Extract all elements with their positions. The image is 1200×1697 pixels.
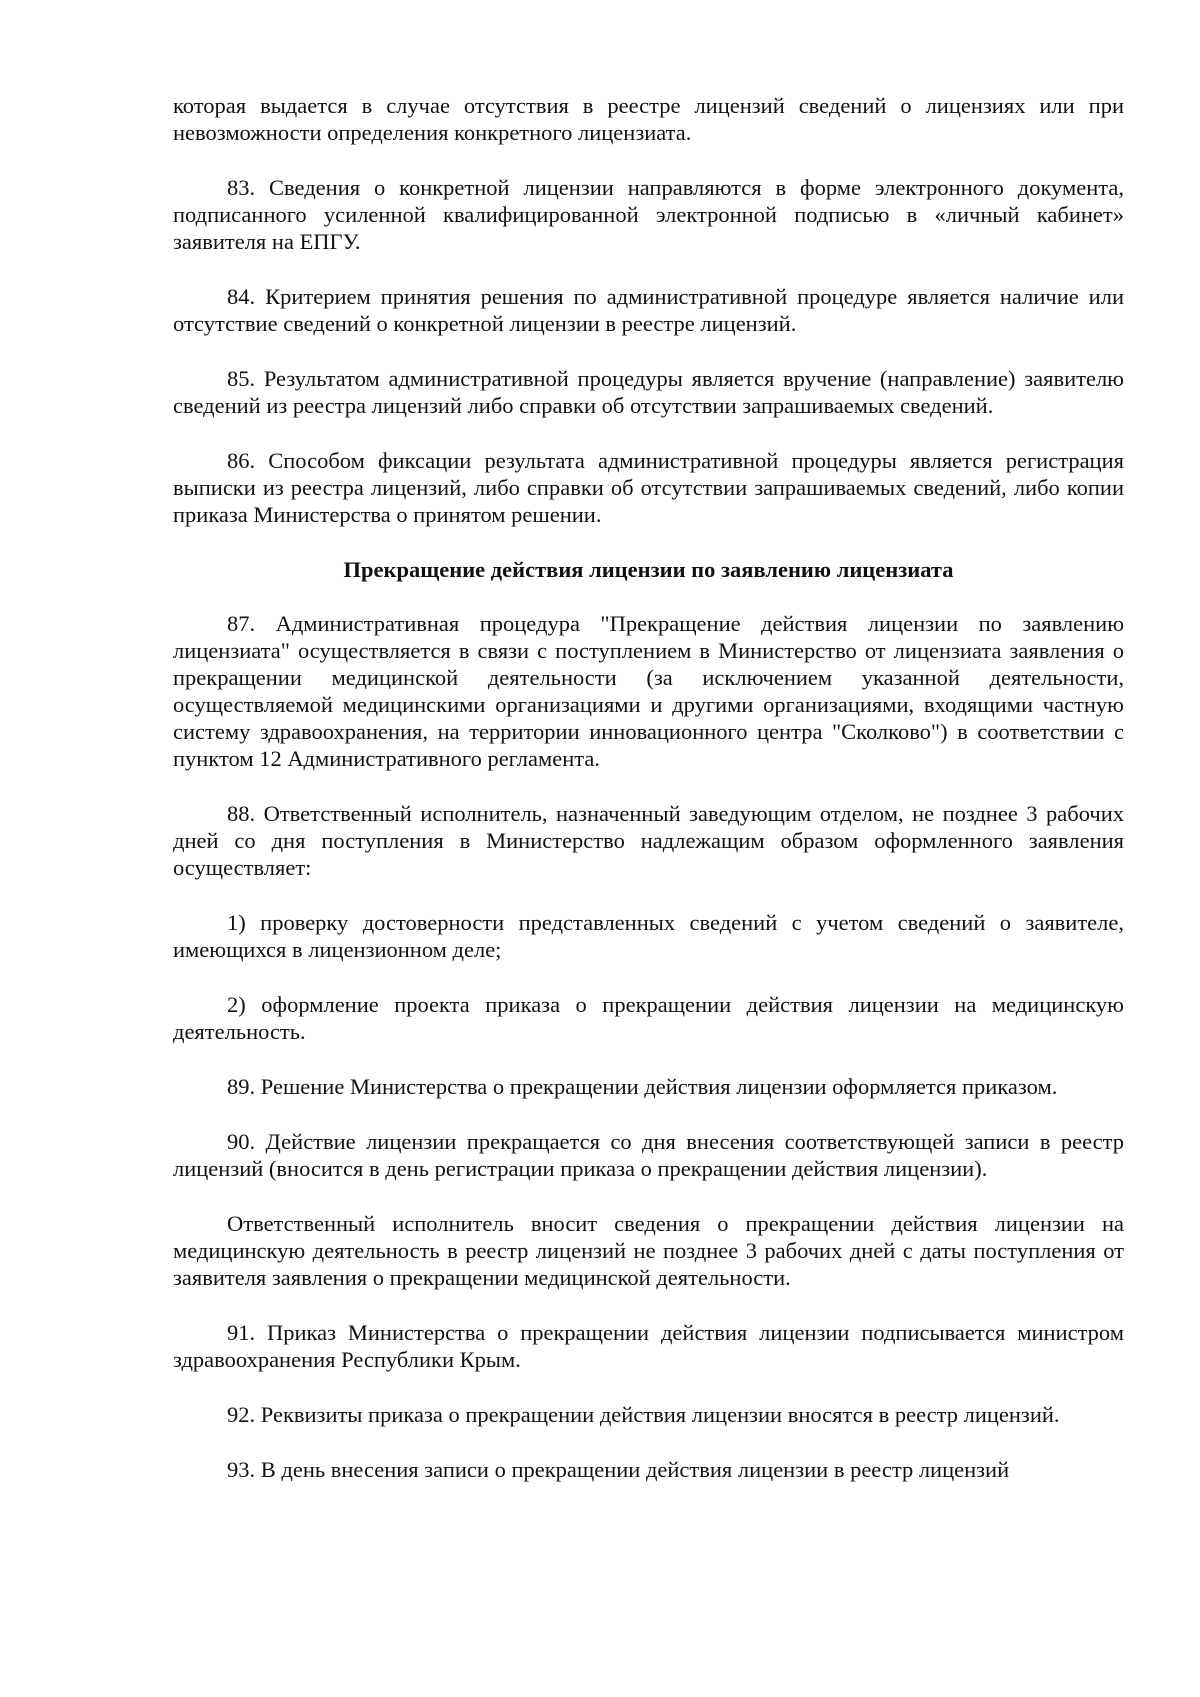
paragraph-continuation: которая выдается в случае отсутствия в реестре лицензий сведений о лицензиях или при невозможности определения конкретного лицензиата. xyxy=(173,93,1124,145)
paragraph-91: 91. Приказ Министерства о прекращении действия лицензии подписывается министром здравоохранения Республики Крым. xyxy=(173,1320,1124,1372)
paragraph-89: 89. Решение Министерства о прекращении действия лицензии оформляется приказом. xyxy=(227,1074,1058,1099)
paragraph-85: 85. Результатом административной процедуры является вручение (направление) заявителю сведений из реестра лицензий либо справки об отсутствии запрашиваемых сведений. xyxy=(173,366,1124,418)
paragraph-83: 83. Сведения о конкретной лицензии направляются в форме электронного документа, подписанного усиленной квалифицированной электронной подписью в «личный кабинет» заявителя на ЕПГУ. xyxy=(173,175,1124,254)
paragraph-87: 87. Административная процедура "Прекращение действия лицензии по заявлению лицензиата" осуществляется в связи с поступлением в Министерство от лицензиата заявления о прекращении медицинской деятельности (за исключением указанной деятельности, осуществляемой медицинскими организациями и другими организациями, входящими частную систему здравоохранения, на территории инновационного центра "Сколково") в соответствии с пунктом 12 Административного регламента. xyxy=(173,611,1124,771)
paragraph-92: 92. Реквизиты приказа о прекращении действия лицензии вносятся в реестр лицензий. xyxy=(227,1402,1060,1427)
paragraph-86: 86. Способом фиксации результата административной процедуры является регистрация выписки из реестра лицензий, либо справки об отсутствии запрашиваемых сведений, либо копии приказа Министерства о принятом решении. xyxy=(173,448,1124,527)
document-page xyxy=(173,92,1124,1483)
paragraph-88-item-1: 1) проверку достоверности представленных сведений с учетом сведений о заявителе, имеющихся в лицензионном деле; xyxy=(173,910,1124,962)
paragraph-84: 84. Критерием принятия решения по административной процедуре является наличие или отсутствие сведений о конкретной лицензии в реестре лицензий. xyxy=(173,284,1124,336)
paragraph-93: 93. В день внесения записи о прекращении действия лицензии в реестр лицензий xyxy=(227,1457,1010,1482)
section-heading: Прекращение действия лицензии по заявлению лицензиата xyxy=(343,557,954,582)
paragraph-90: 90. Действие лицензии прекращается со дня внесения соответствующей записи в реестр лицензий (вносится в день регистрации приказа о прекращении действия лицензии). xyxy=(173,1129,1124,1181)
paragraph-88-item-2: 2) оформление проекта приказа о прекращении действия лицензии на медицинскую деятельность. xyxy=(173,992,1124,1044)
paragraph-90-continuation: Ответственный исполнитель вносит сведения о прекращении действия лицензии на медицинскую деятельность в реестр лицензий не позднее 3 рабочих дней с даты поступления от заявителя заявления о прекращении медицинской деятельности. xyxy=(173,1211,1124,1290)
paragraph-88: 88. Ответственный исполнитель, назначенный заведующим отделом, не позднее 3 рабочих дней со дня поступления в Министерство надлежащим образом оформленного заявления осуществляет: xyxy=(173,801,1124,880)
